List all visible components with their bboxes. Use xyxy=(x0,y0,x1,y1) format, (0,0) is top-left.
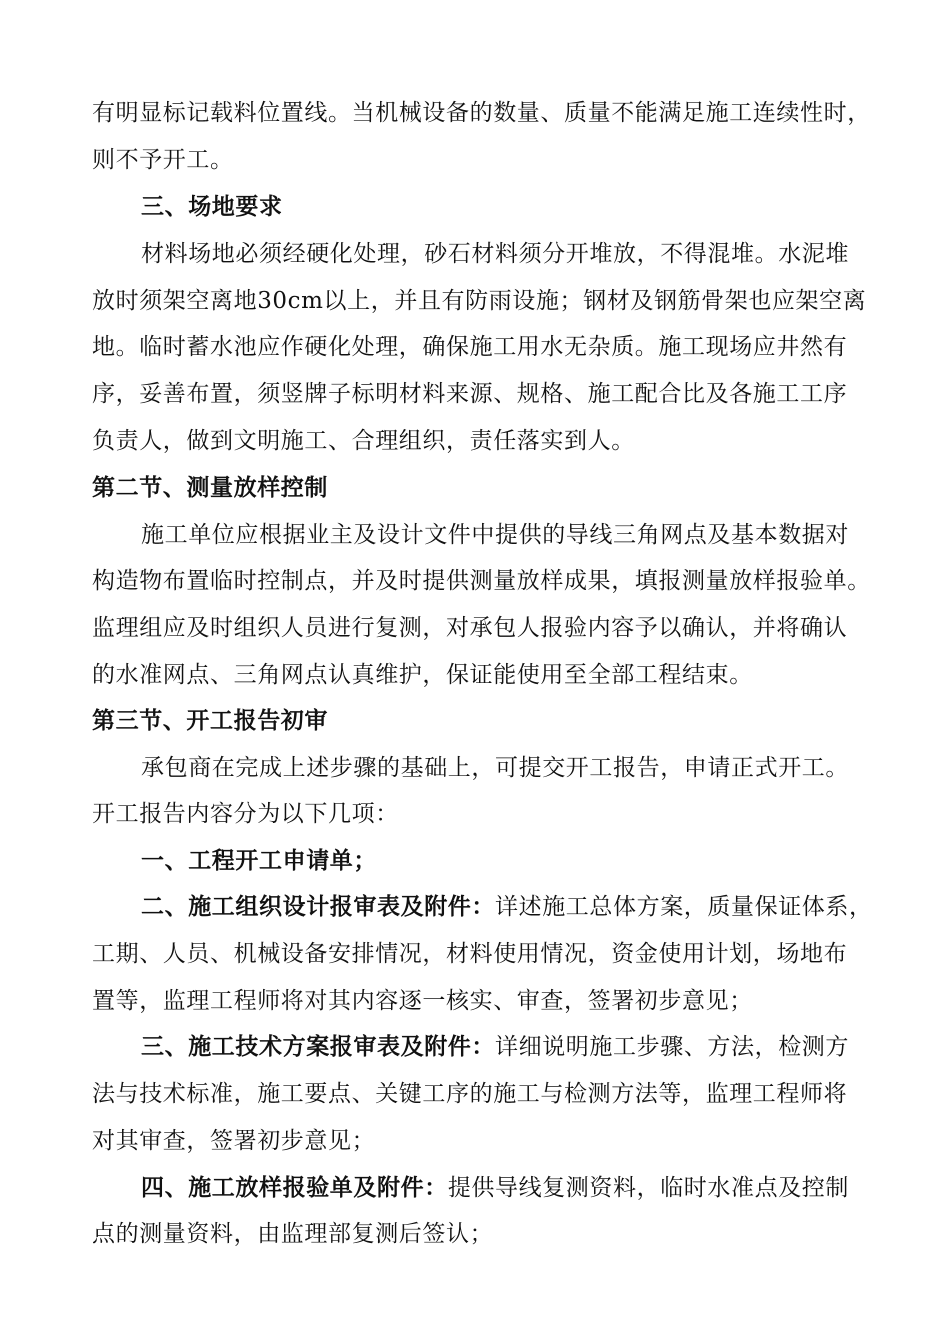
list-item: 一、工程开工申请单； xyxy=(141,847,377,874)
body-line: 开工报告内容分为以下几项： xyxy=(92,801,399,827)
body-line: 负责人，做到文明施工、合理组织，责任落实到人。 xyxy=(92,428,635,454)
list-item xyxy=(141,1027,931,1067)
list-item-title: 四、施工放样报验单及附件： xyxy=(141,1174,448,1201)
list-item-title: 三、施工技术方案报审表及附件： xyxy=(141,1033,495,1060)
list-item-title: 二、施工组织设计报审表及附件： xyxy=(141,893,495,920)
chapter-heading: 第二节、测量放样控制 xyxy=(92,474,328,501)
body-line: 则不予开工。 xyxy=(92,147,234,173)
body-line: 放时须架空离地30cm以上，并且有防雨设施；钢材及钢筋骨架也应架空离 xyxy=(92,288,867,314)
body-line: 法与技术标准，施工要点、关键工序的施工与检测方法等，监理工程师将 xyxy=(92,1081,848,1107)
body-line: 有明显标记载料位置线。当机械设备的数量、质量不能满足施工连续性时， xyxy=(92,100,871,126)
list-item-text: 提供导线复测资料，临时水准点及控制 xyxy=(447,1175,850,1201)
list-item-text: 详细说明施工步骤、方法，检测方 xyxy=(495,1034,849,1060)
body-line: 地。临时蓄水池应作硬化处理，确保施工用水无杂质。施工现场应井然有 xyxy=(92,334,848,360)
body-line: 序，妥善布置，须竖牌子标明材料来源、规格、施工配合比及各施工工序 xyxy=(92,381,848,407)
chapter-heading: 第三节、开工报告初审 xyxy=(92,707,328,734)
body-line: 施工单位应根据业主及设计文件中提供的导线三角网点及基本数据对 xyxy=(141,522,849,548)
body-line: 置等，监理工程师将对其内容逐一核实、审查，签署初步意见； xyxy=(92,988,753,1014)
list-item xyxy=(141,887,931,927)
body-line: 的水准网点、三角网点认真维护，保证能使用至全部工程结束。 xyxy=(92,662,753,688)
section-heading: 三、场地要求 xyxy=(141,193,283,220)
body-line: 材料场地必须经硬化处理，砂石材料须分开堆放，不得混堆。水泥堆 xyxy=(141,241,849,267)
body-line: 承包商在完成上述步骤的基础上，可提交开工报告，申请正式开工。 xyxy=(141,755,849,781)
body-line: 点的测量资料，由监理部复测后签认； xyxy=(92,1221,494,1247)
body-line: 工期、人员、机械设备安排情况，材料使用情况，资金使用计划，场地布 xyxy=(92,941,848,967)
list-item-text: 详述施工总体方案，质量保证体系， xyxy=(495,894,873,920)
body-line: 构造物布置临时控制点，并及时提供测量放样成果，填报测量放样报验单。 xyxy=(92,568,871,594)
body-line: 监理组应及时组织人员进行复测，对承包人报验内容予以确认，并将确认 xyxy=(92,615,848,641)
body-line: 对其审查，签署初步意见； xyxy=(92,1128,376,1154)
list-item xyxy=(141,1168,931,1208)
